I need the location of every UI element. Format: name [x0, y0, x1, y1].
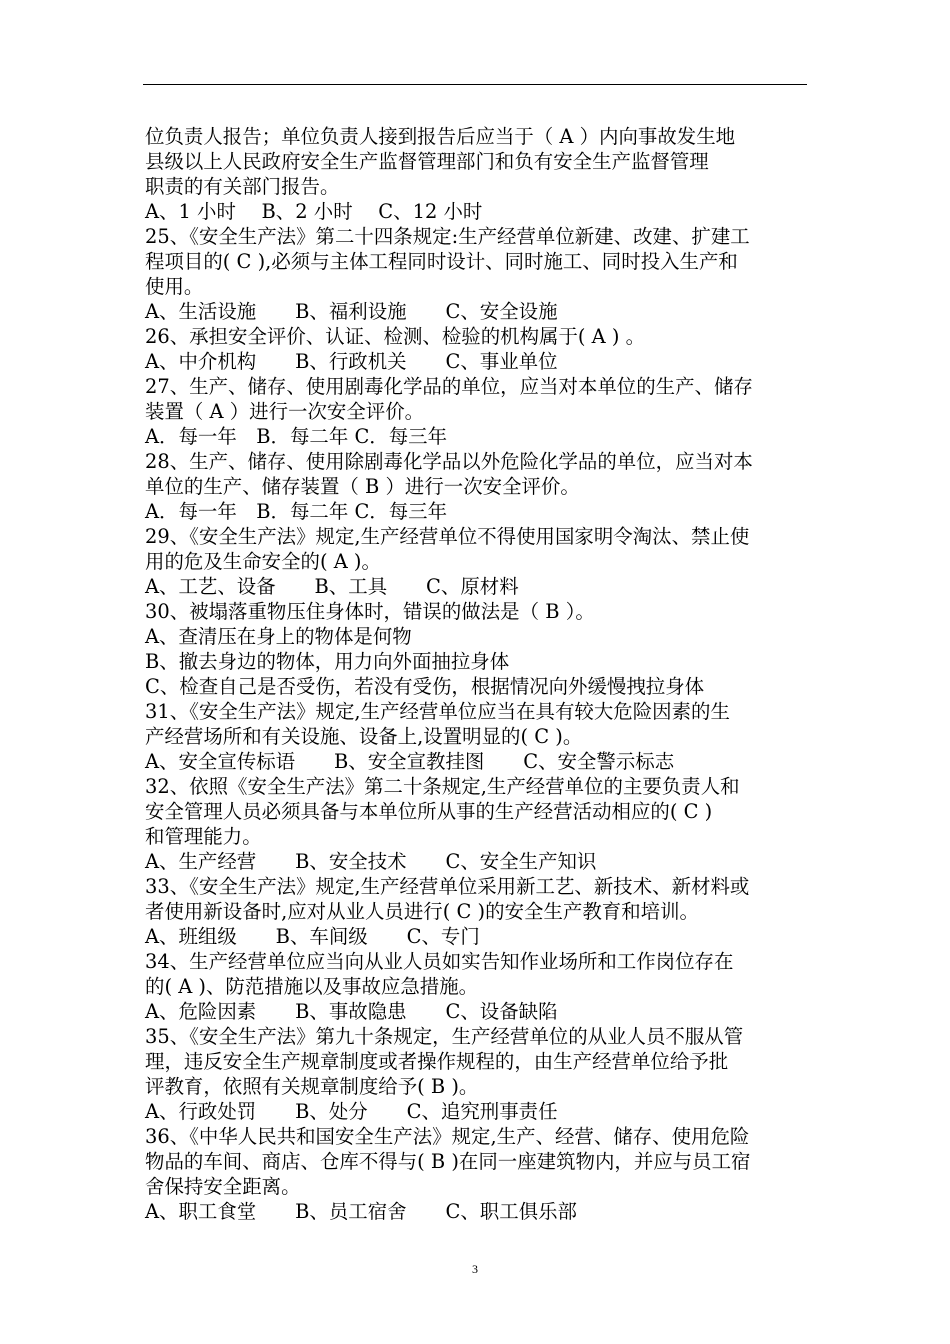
text-line: 34、生产经营单位应当向从业人员如实告知作业场所和工作岗位存在	[145, 950, 734, 973]
text-line: 25、《安全生产法》第二十四条规定:生产经营单位新建、改建、扩建工	[145, 225, 750, 248]
document-body	[145, 124, 815, 1224]
text-line: A、行政处罚 B、处分 C、追究刑事责任	[145, 1100, 558, 1123]
text-line: 者使用新设备时,应对从业人员进行( C )的安全生产教育和培训。	[145, 900, 699, 923]
text-line: 使用。	[145, 275, 204, 298]
text-line: 27、生产、储存、使用剧毒化学品的单位，应当对本单位的生产、储存	[145, 375, 753, 398]
text-line: 31、《安全生产法》规定,生产经营单位应当在具有较大危险因素的生	[145, 700, 730, 723]
text-line: A、中介机构 B、行政机关 C、事业单位	[145, 350, 558, 373]
text-line: 36、《中华人民共和国安全生产法》规定,生产、经营、储存、使用危险	[145, 1125, 750, 1148]
text-line: 程项目的( C ),必须与主体工程同时设计、同时施工、同时投入生产和	[145, 250, 738, 273]
text-line: C、检查自己是否受伤，若没有受伤，根据情况向外缓慢拽拉身体	[145, 675, 705, 698]
text-line: 理，违反安全生产规章制度或者操作规程的，由生产经营单位给予批	[145, 1050, 729, 1073]
text-line: 单位的生产、储存装置（ B ）进行一次安全评价。	[145, 475, 580, 498]
text-line: 装置（ A ）进行一次安全评价。	[145, 400, 425, 423]
text-line: 用的危及生命安全的( A )。	[145, 550, 381, 573]
text-line: 和管理能力。	[145, 825, 262, 848]
text-line: 安全管理人员必须具备与本单位所从事的生产经营活动相应的( C )	[145, 800, 713, 823]
text-line: A、职工食堂 B、员工宿舍 C、职工俱乐部	[145, 1200, 577, 1223]
text-line: 职责的有关部门报告。	[145, 175, 340, 198]
text-line: A、生活设施 B、福利设施 C、安全设施	[145, 300, 558, 323]
text-line: 30、被塌落重物压住身体时，错误的做法是（ B ）。	[145, 600, 595, 623]
text-line: 29、《安全生产法》规定,生产经营单位不得使用国家明令淘汰、禁止使	[145, 525, 750, 548]
text-line: A、生产经营 B、安全技术 C、安全生产知识	[145, 850, 597, 873]
header-rule	[143, 84, 807, 85]
text-line: 26、承担安全评价、认证、检测、检验的机构属于( A ) 。	[145, 325, 646, 348]
text-line: 的( A )、防范措施以及事故应急措施。	[145, 975, 479, 998]
text-line: A、安全宣传标语 B、安全宣教挂图 C、安全警示标志	[145, 750, 675, 773]
text-line: 产经营场所和有关设施、设备上,设置明显的( C )。	[145, 725, 583, 748]
text-line: A．每一年 B．每二年 C．每三年	[145, 500, 448, 523]
text-line: A、班组级 B、车间级 C、专门	[145, 925, 480, 948]
text-line: A、工艺、设备 B、工具 C、原材料	[145, 575, 519, 598]
text-line: 33、《安全生产法》规定,生产经营单位采用新工艺、新技术、新材料或	[145, 875, 750, 898]
text-line: 舍保持安全距离。	[145, 1175, 301, 1198]
text-line: A、危险因素 B、事故隐患 C、设备缺陷	[145, 1000, 558, 1023]
text-line: 位负责人报告；单位负责人接到报告后应当于（ A ）内向事故发生地	[145, 125, 736, 148]
text-line: A、查清压在身上的物体是何物	[145, 625, 412, 648]
text-line: A．每一年 B．每二年 C．每三年	[145, 425, 448, 448]
text-line: 28、生产、储存、使用除剧毒化学品以外危险化学品的单位，应当对本	[145, 450, 753, 473]
text-line: A、1 小时 B、2 小时 C、12 小时	[145, 200, 483, 223]
page-number: 3	[472, 1262, 478, 1276]
text-line: 35、《安全生产法》第九十条规定，生产经营单位的从业人员不服从管	[145, 1025, 744, 1048]
text-line: 县级以上人民政府安全生产监督管理部门和负有安全生产监督管理	[145, 150, 709, 173]
text-line: 32、依照《安全生产法》第二十条规定,生产经营单位的主要负责人和	[145, 775, 740, 798]
text-line: B、撤去身边的物体，用力向外面抽拉身体	[145, 650, 510, 673]
text-line: 评教育，依照有关规章制度给予( B )。	[145, 1075, 479, 1098]
text-line: 物品的车间、商店、仓库不得与( B )在同一座建筑物内，并应与员工宿	[145, 1150, 751, 1173]
